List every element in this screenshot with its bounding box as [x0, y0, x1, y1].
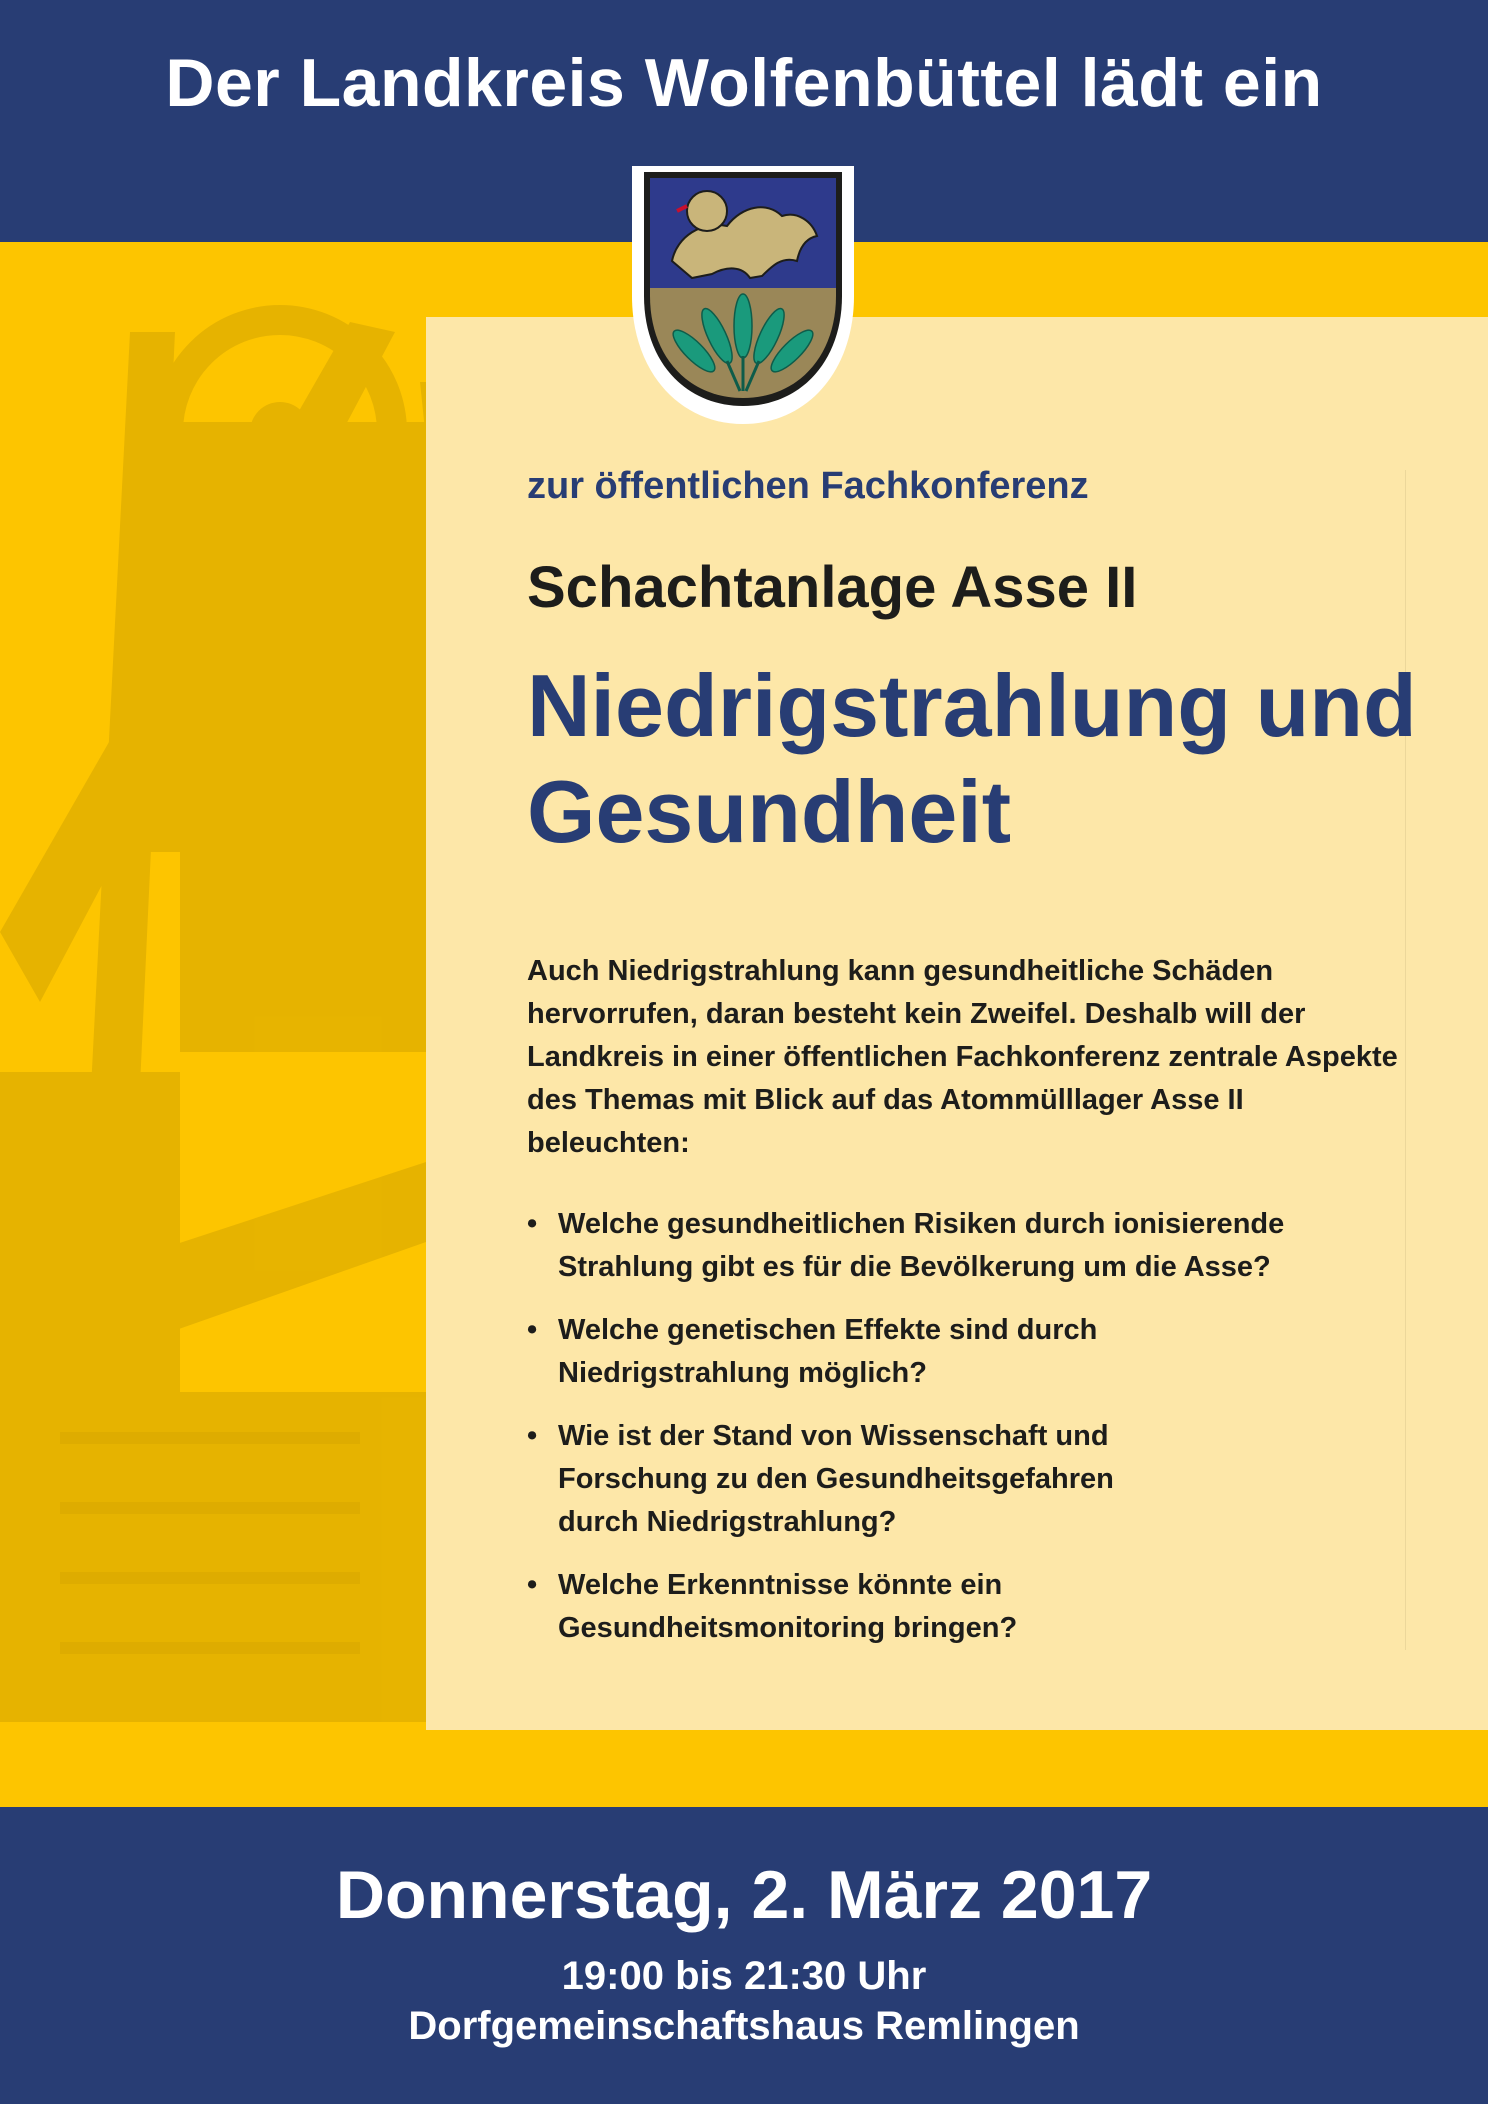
header-title: Der Landkreis Wolfenbüttel lädt ein [165, 45, 1323, 121]
event-date: Donnerstag, 2. März 2017 [335, 1857, 1153, 1933]
bullet-icon: • [527, 1569, 538, 1601]
bullet-icon: • [527, 1420, 538, 1452]
list-item-text: Welche Erkenntnisse könnte ein Gesundheitsmonitoring bringen? [558, 1569, 1018, 1644]
list-item [527, 1564, 1158, 1650]
coat-of-arms-icon [632, 166, 854, 424]
event-title [527, 653, 1447, 865]
bullet-icon: • [527, 1314, 538, 1346]
event-time: 19:00 bis 21:30 Uhr [561, 1954, 927, 1998]
list-item-text: Wie ist der Stand von Wissenschaft und Forschung zu den Gesundheitsgefahren durch Niedrigstrahlung? [558, 1420, 1114, 1538]
list-item [527, 1203, 1358, 1289]
event-venue: Dorfgemeinschaftshaus Remlingen [408, 2004, 1080, 2048]
conference-subtitle: zur öffentlichen Fachkonferenz [527, 465, 1089, 507]
event-heading: Schachtanlage Asse II [527, 555, 1138, 620]
list-item [527, 1309, 1158, 1395]
event-title-line-2: Gesundheit [527, 762, 1012, 861]
list-item-text: Welche gesundheitlichen Risiken durch ionisierende Strahlung gibt es für die Bevölkerung um die Asse? [558, 1208, 1285, 1283]
intro-paragraph: Auch Niedrigstrahlung kann gesundheitliche Schäden hervorrufen, daran besteht kein Zweifel. Deshalb will der Landkreis in einer öffentlichen Fachkonferenz zentrale Aspekte des Themas mit Blick auf das Atommülllager Asse II beleuchten: [527, 955, 1398, 1159]
list-item-text: Welche genetischen Effekte sind durch Niedrigstrahlung möglich? [558, 1314, 1098, 1389]
question-list [527, 1203, 1407, 1670]
bullet-icon: • [527, 1208, 538, 1240]
event-title-line-1: Niedrigstrahlung und [527, 656, 1417, 755]
list-item [527, 1415, 1178, 1544]
